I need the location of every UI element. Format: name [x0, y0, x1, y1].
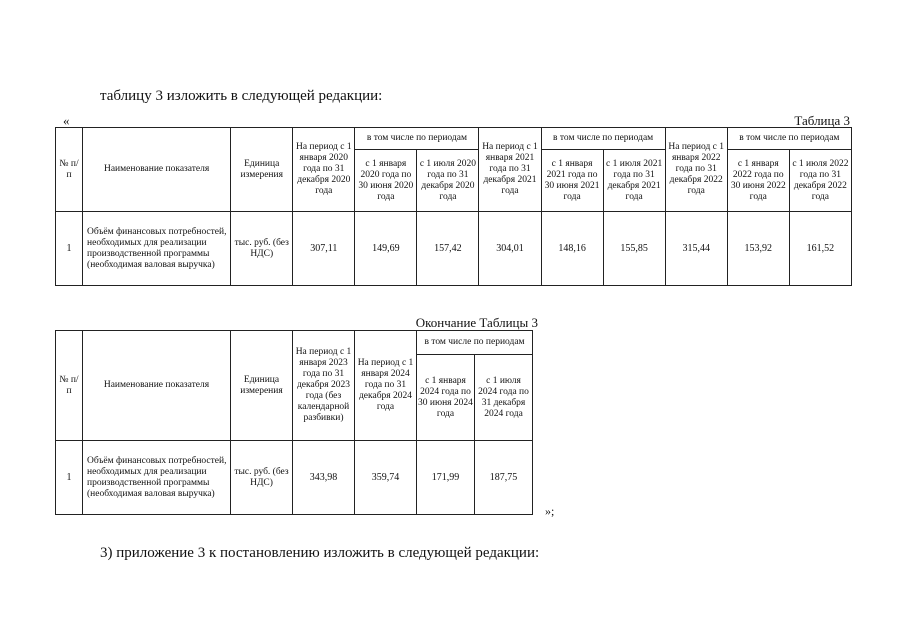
- header-period-2021: На период с 1 января 2021 года по 31 декабря 2021 года: [479, 128, 541, 212]
- opening-quote: «: [63, 113, 70, 128]
- table-row: [56, 212, 852, 286]
- cell-name: Объём финансовых потребностей, необходимых для реализации производственной программы (необходимая валовая выручка): [83, 212, 231, 286]
- header-name: Наименование показателя: [83, 128, 231, 212]
- header-subperiods-2024: в том числе по периодам: [417, 331, 533, 355]
- cell-2022-h1: 153,92: [727, 212, 789, 286]
- header-name: Наименование показателя: [83, 331, 231, 441]
- cell-2024-h1: 171,99: [417, 441, 475, 515]
- header-2022-h2: с 1 июля 2022 года по 31 декабря 2022 года: [789, 150, 851, 212]
- closing-quote: »;: [545, 504, 555, 518]
- cell-name: Объём финансовых потребностей, необходимых для реализации производственной программы (необходимая валовая выручка): [83, 441, 231, 515]
- cell-2020-h2: 157,42: [417, 212, 479, 286]
- header-num: № п/п: [56, 128, 83, 212]
- cell-num: 1: [56, 212, 83, 286]
- header-subperiods-2021: в том числе по периодам: [541, 128, 665, 150]
- cell-2021: 304,01: [479, 212, 541, 286]
- header-period-2024: На период с 1 января 2024 года по 31 декабря 2024 года: [355, 331, 417, 441]
- cell-2023: 343,98: [293, 441, 355, 515]
- header-2020-h2: с 1 июля 2020 года по 31 декабря 2020 года: [417, 150, 479, 212]
- header-2024-h1: с 1 января 2024 года по 30 июня 2024 года: [417, 355, 475, 441]
- cell-2021-h1: 148,16: [541, 212, 603, 286]
- cell-unit: тыс. руб. (без НДС): [231, 212, 293, 286]
- intro-text: таблицу 3 изложить в следующей редакции:: [100, 88, 383, 104]
- table-3-end: [55, 330, 533, 515]
- cell-2024-h2: 187,75: [475, 441, 533, 515]
- cell-2022-h2: 161,52: [789, 212, 851, 286]
- table-3: [55, 127, 852, 286]
- header-2021-h1: с 1 января 2021 года по 30 июня 2021 года: [541, 150, 603, 212]
- header-period-2023: На период с 1 января 2023 года по 31 декабря 2023 года (без календарной разбивки): [293, 331, 355, 441]
- cell-2024: 359,74: [355, 441, 417, 515]
- table-row: [56, 441, 533, 515]
- cell-2020: 307,11: [293, 212, 355, 286]
- point-3-text: 3) приложение 3 к постановлению изложить в следующей редакции:: [100, 545, 540, 561]
- header-2020-h1: с 1 января 2020 года по 30 июня 2020 года: [355, 150, 417, 212]
- header-period-2022: На период с 1 января 2022 года по 31 декабря 2022 года: [665, 128, 727, 212]
- table-3-end-caption: Окончание Таблицы 3: [415, 315, 538, 330]
- header-2022-h1: с 1 января 2022 года по 30 июня 2022 года: [727, 150, 789, 212]
- header-period-2020: На период с 1 января 2020 года по 31 декабря 2020 года: [293, 128, 355, 212]
- header-unit: Единица измерения: [231, 331, 293, 441]
- cell-unit: тыс. руб. (без НДС): [231, 441, 293, 515]
- header-2024-h2: с 1 июля 2024 года по 31 декабря 2024 года: [475, 355, 533, 441]
- cell-2022: 315,44: [665, 212, 727, 286]
- header-2021-h2: с 1 июля 2021 года по 31 декабря 2021 года: [603, 150, 665, 212]
- header-subperiods-2020: в том числе по периодам: [355, 128, 479, 150]
- cell-num: 1: [56, 441, 83, 515]
- table-3-caption: Таблица 3: [794, 113, 850, 128]
- cell-2020-h1: 149,69: [355, 212, 417, 286]
- header-num: № п/п: [56, 331, 83, 441]
- cell-2021-h2: 155,85: [603, 212, 665, 286]
- header-subperiods-2022: в том числе по периодам: [727, 128, 851, 150]
- header-unit: Единица измерения: [231, 128, 293, 212]
